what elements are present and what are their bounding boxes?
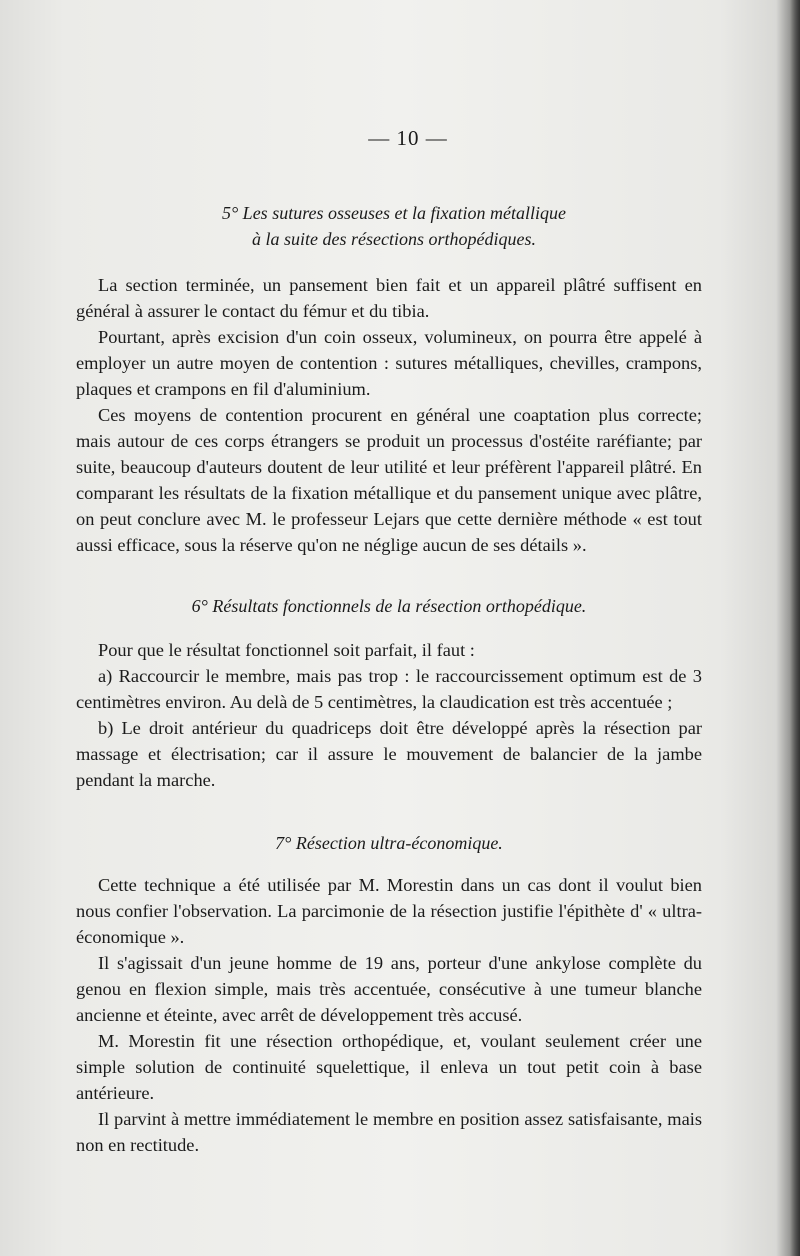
section-heading-continued: à la suite des résections orthopédiques. [252, 229, 536, 249]
list-item-a: a) Raccourcir le membre, mais pas trop : le raccourcissement optimum est de 3 centimètres environ. Au delà de 5 centimètres, la claudication est très accentuée ; [76, 666, 702, 712]
page-number: — 10 — [368, 126, 448, 150]
paragraph: La section terminée, un pansement bien fait et un appareil plâtré suffisent en général à assurer le contact du fémur et du tibia. [76, 275, 702, 321]
section-body [76, 272, 702, 558]
section-body [76, 637, 702, 793]
section-body [76, 872, 702, 1158]
paragraph: Cette technique a été utilisée par M. Morestin dans un cas dont il voulut bien nous confier l'observation. La parcimonie de la résection justifie l'épithète d' « ultra-économique ». [76, 875, 702, 947]
section-7 [76, 830, 702, 1158]
paragraph: Il s'agissait d'un jeune homme de 19 ans, porteur d'une ankylose complète du genou en flexion simple, mais très accentuée, consécutive à une tumeur blanche ancienne et éteinte, avec arrêt de développement très accusé. [76, 953, 702, 1025]
section-heading: 6° Résultats fonctionnels de la résection orthopédique. [191, 596, 587, 616]
paragraph: Ces moyens de contention procurent en général une coaptation plus correcte; mais autour de ces corps étrangers se produit un processus d'ostéite raréfiante; par suite, beaucoup d'auteurs doutent de leur utilité et leur préfèrent l'appareil plâtré. En comparant les résultats de la fixation métallique et du pansement unique avec plâtre, on peut conclure avec M. le professeur Lejars que cette dernière méthode « est tout aussi efficace, sous la réserve qu'on ne néglige aucun de ses détails ». [76, 405, 702, 555]
section-heading: 5° Les sutures osseuses et la fixation métallique [221, 203, 566, 223]
binding-shadow [790, 0, 800, 1256]
paragraph: Pourtant, après excision d'un coin osseux, volumineux, on pourra être appelé à employer un autre moyen de contention : sutures métalliques, chevilles, crampons, plaques et crampons en fil d'aluminium. [76, 327, 702, 399]
list-item-b: b) Le droit antérieur du quadriceps doit être développé après la résection par massage et électrisation; car il assure le mouvement de balancier de la jambe pendant la marche. [76, 718, 702, 790]
section-6 [76, 593, 702, 793]
section-5 [76, 200, 702, 558]
section-heading: 7° Résection ultra-économique. [275, 833, 503, 853]
paragraph: Pour que le résultat fonctionnel soit parfait, il faut : [98, 640, 475, 660]
paragraph: M. Morestin fit une résection orthopédique, et, voulant seulement créer une simple solution de continuité squelettique, il enleva un tout petit coin à base antérieure. [76, 1031, 702, 1103]
paragraph: Il parvint à mettre immédiatement le membre en position assez satisfaisante, mais non en rectitude. [76, 1109, 702, 1155]
